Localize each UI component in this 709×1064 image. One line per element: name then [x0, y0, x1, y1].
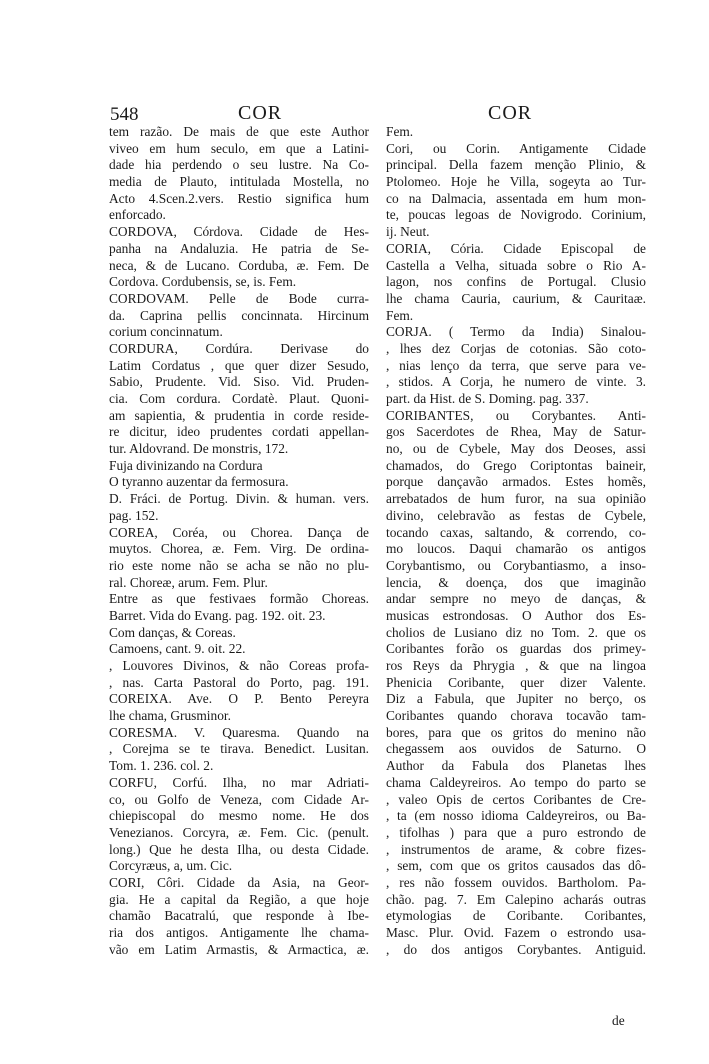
- text-line: , res não fossem ouvidos. Bartholom. Pa-: [386, 874, 646, 890]
- text-line: pag. 152.: [109, 507, 159, 523]
- text-line: Acto 4.Scen.2.vers. Restio significa hum: [109, 190, 369, 206]
- text-line: Tom. 1. 236. col. 2.: [109, 758, 214, 774]
- text-line: viveo em hum seculo, em que a Latini-: [109, 140, 369, 156]
- text-line: Venezianos. Corcyra, æ. Fem. Cic. (penult.: [109, 824, 369, 840]
- text-line: Author da Fabula dos Planetas lhes: [386, 758, 646, 774]
- text-line: corium concinnatum.: [109, 324, 223, 340]
- text-line: Fem.: [386, 307, 414, 323]
- text-line: ij. Neut.: [386, 224, 430, 240]
- text-line: Corybantismo, ou Corybantiasmo, a inso-: [386, 557, 646, 573]
- text-line: cholios de Lusiano diz no Tom. 2. que os: [386, 624, 646, 640]
- text-line: lhe chama, Grusminor.: [109, 708, 231, 724]
- text-line: chamão Bacatralú, que responde à Ibe-: [109, 908, 369, 924]
- text-line: part. da Hist. de S. Doming. pag. 337.: [386, 391, 589, 406]
- text-line: Sabio, Prudente. Vid. Siso. Vid. Pruden-: [109, 374, 369, 390]
- text-line: CORDOVA, Córdova. Cidade de Hes-: [109, 224, 369, 240]
- text-line: lagon, nos confins de Portugal. Clusio: [386, 274, 646, 290]
- text-line: co, ou Golfo de Veneza, com Cidade Ar-: [109, 791, 369, 807]
- text-line: , stidos. A Corja, he numero de vinte. 3.: [386, 374, 646, 390]
- text-line: , nas. Carta Pastoral do Porto, pag. 191.: [109, 674, 369, 690]
- text-line: chamados, do Grego Coriptontas baineir,: [386, 457, 646, 473]
- text-line: COREA, Coréa, ou Chorea. Dança de: [109, 524, 369, 540]
- text-line: divino, celebravão as festas de Cybele,: [386, 507, 646, 523]
- text-line: ros Reys da Phrygia , & que na lingoa: [386, 658, 646, 673]
- page-number: 548: [110, 104, 139, 125]
- text-line: panha na Andaluzia. He patria de Se-: [109, 240, 369, 256]
- text-line: CORFU, Corfú. Ilha, no mar Adriati-: [109, 774, 369, 790]
- text-line: mo loucos. Daqui chamarão os antigos: [386, 541, 646, 557]
- text-line: te, poucas legoas de Novigrodo. Corinium,: [386, 207, 646, 223]
- text-line: CORDURA, Cordúra. Derivase do: [109, 340, 369, 356]
- text-line: CORESMA. V. Quaresma. Quando na: [109, 724, 369, 740]
- text-line: CORDOVAM. Pelle de Bode curra-: [109, 290, 369, 306]
- text-line: O tyranno auzentar da fermosura.: [109, 474, 289, 490]
- text-line: Com danças, & Coreas.: [109, 624, 236, 640]
- text-line: CORJA. ( Termo da India) Sinalou-: [386, 324, 646, 340]
- text-line: musicas estrondosas. O Author dos Es-: [386, 607, 646, 623]
- text-line: , Louvores Divinos, & não Coreas profa-: [109, 658, 369, 673]
- text-line: , nias lenço da terra, que serve para ve-: [386, 357, 646, 373]
- text-line: , instrumentos de arame, & cobre fizes-: [386, 841, 646, 857]
- text-line: ria dos antigos. Antigamente lhe chama-: [109, 925, 369, 940]
- text-line: co na Dalmacia, assentada em hum mon-: [386, 190, 646, 206]
- text-line: cia. Com cordura. Cordatè. Plaut. Quoni-: [109, 391, 369, 406]
- text-line: muytos. Chorea, æ. Fem. Virg. De ordina-: [109, 541, 369, 557]
- text-line: CORI, Côri. Cidade da Asia, na Geor-: [109, 874, 369, 890]
- text-line: bores, para que os gritos do menino não: [386, 724, 646, 740]
- text-line: ral. Choreæ, arum. Fem. Plur.: [109, 574, 268, 590]
- text-line: rio este nome não se acha se não no plu-: [109, 557, 369, 573]
- text-line: chama Caldeyreiros. Ao tempo do parto se: [386, 774, 646, 790]
- text-line: Camoens, cant. 9. oit. 22.: [109, 641, 246, 657]
- text-line: enforcado.: [109, 207, 166, 223]
- text-line: Coribantes quando chorava tocavão tam-: [386, 708, 646, 724]
- text-line: re dicitur, ideo prudentes cordati appellan-: [109, 424, 369, 440]
- text-line: tur. Aldovrand. De monstris, 172.: [109, 441, 289, 457]
- text-line: da. Caprina pellis concinnata. Hircinum: [109, 307, 369, 323]
- text-line: neca, & de Lucano. Corduba, æ. Fem. De: [109, 257, 369, 273]
- catchword: de: [612, 1013, 625, 1028]
- text-line: CORIA, Cória. Cidade Episcopal de: [386, 240, 646, 256]
- text-line: am sapientia, & prudentia in corde reside-: [109, 407, 369, 423]
- text-line: Entre as que festivaes formão Choreas.: [109, 591, 369, 607]
- text-line: arrebatados de hum furor, na sua opinião: [386, 491, 646, 507]
- left-running-head: COR: [238, 102, 283, 124]
- text-line: chegassem aos ouvidos de Saturno. O: [386, 741, 646, 757]
- text-line: D. Fráci. de Portug. Divin. & human. vers.: [109, 491, 369, 507]
- text-line: principal. Della fazem menção Plinio, &: [386, 157, 646, 173]
- text-line: Fuja divinizando na Cordura: [109, 457, 263, 473]
- text-line: lhe chama Cauria, caurium, & Cauritaæ.: [386, 290, 646, 306]
- text-line: gos Sacerdotes de Rhea, May de Satur-: [386, 424, 646, 440]
- text-line: Barret. Vida do Evang. pag. 192. oit. 23.: [109, 607, 326, 623]
- text-line: , tifolhas ) para que a puro estrondo de: [386, 824, 646, 840]
- text-line: porque dançavão armados. Estes homẽs,: [386, 474, 646, 490]
- text-line: gia. He a capital da Região, a que hoje: [109, 891, 369, 907]
- text-line: Coribantes forão os guardas dos primey-: [386, 641, 646, 657]
- text-line: chão. pag. 7. Em Calepino acharás outras: [386, 891, 646, 907]
- text-line: CORIBANTES, ou Corybantes. Anti-: [386, 407, 646, 423]
- text-line: chiepiscopal do mesmo nome. He dos: [109, 808, 369, 824]
- text-line: , ta (em nosso idioma Caldeyreiros, ou Ba-: [386, 808, 646, 824]
- text-line: Masc. Plur. Ovid. Fazem o estrondo usa-: [386, 925, 646, 940]
- text-line: dade hia perdendo o seu lustre. Na Co-: [109, 157, 369, 173]
- text-line: , lhes dez Corjas de cotonias. São coto-: [386, 340, 646, 356]
- text-line: Latim Cordatus , que quer dizer Sesudo,: [109, 357, 369, 373]
- text-line: lencia, & doença, dos que imaginão: [386, 574, 646, 590]
- text-line: Diz a Fabula, que Jupiter no berço, os: [386, 691, 646, 707]
- text-line: no, ou de Cybele, May dos Deoses, assi: [386, 441, 646, 457]
- text-line: media de Plauto, intitulada Mostella, no: [109, 174, 369, 190]
- text-line: COREIXA. Ave. O P. Bento Pereyra: [109, 691, 369, 707]
- text-line: Cori, ou Corin. Antigamente Cidade: [386, 140, 646, 156]
- text-line: , do dos antigos Corybantes. Antiguid.: [386, 941, 646, 957]
- text-line: , valeo Opis de certos Coribantes de Cre-: [386, 791, 646, 807]
- left-column: [109, 124, 369, 958]
- text-line: vão em Latim Armastis, & Armactica, æ.: [109, 941, 369, 957]
- text-line: Fem.: [386, 124, 414, 139]
- text-line: Ptolomeo. Hoje he Villa, sogeyta ao Tur-: [386, 174, 646, 190]
- text-line: long.) Que he desta Ilha, ou desta Cidade.: [109, 841, 369, 857]
- text-line: andar sempre no meyo de danças, &: [386, 591, 646, 607]
- text-line: etymologias de Coribante. Coribantes,: [386, 908, 646, 924]
- text-line: tem razão. De mais de que este Author: [109, 124, 369, 139]
- text-line: Corcyræus, a, um. Cic.: [109, 858, 233, 874]
- text-line: Castella a Velha, situada sobre o Rio A-: [386, 257, 646, 273]
- text-line: tocando caxas, saltando, & correndo, co-: [386, 524, 646, 540]
- text-line: , Corejma se te tirava. Benedict. Lusitan.: [109, 741, 369, 757]
- text-line: Cordova. Cordubensis, se, is. Fem.: [109, 274, 297, 290]
- right-running-head: COR: [488, 102, 533, 124]
- right-column: [386, 124, 646, 958]
- text-line: Phenicia Coribante, quer dizer Valente.: [386, 674, 646, 690]
- text-line: , sem, com que os gritos causados das dô-: [386, 858, 646, 874]
